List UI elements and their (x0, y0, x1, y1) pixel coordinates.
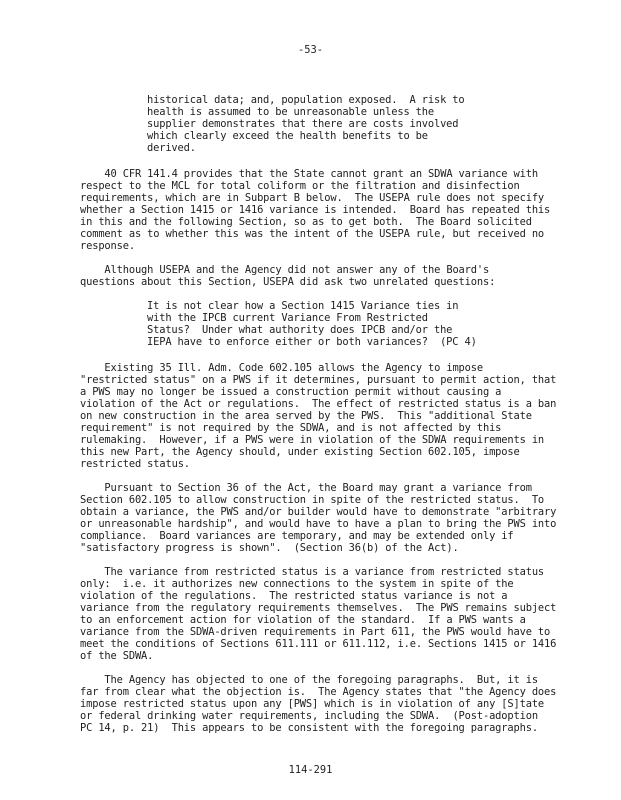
text-line: health is assumed to be unreasonable unless the (147, 106, 434, 118)
text-line: The variance from restricted status is a variance from restricted status (80, 566, 545, 578)
text-line: requirements, which are in Subpart B below. The USEPA rule does not specify (80, 192, 545, 204)
text-line: response. (80, 240, 135, 252)
text-line: impose restricted status upon any [PWS] which is in violation of any [S]tate (80, 698, 545, 710)
text-line: Pursuant to Section 36 of the Act, the Board may grant a variance from (80, 482, 532, 494)
text-line: IEPA have to enforce either or both variances? (PC 4) (147, 336, 477, 348)
text-line: violation of the regulations. The restricted status variance is not a (80, 590, 508, 602)
text-line: or federal drinking water requirements, including the SDWA. (Post-adoption (80, 710, 538, 722)
text-line: whether a Section 1415 or 1416 variance is intended. Board has repeated this (80, 204, 551, 216)
text-line: supplier demonstrates that there are costs involved (147, 118, 459, 130)
text-line: derived. (147, 142, 196, 154)
text-line: meet the conditions of Sections 611.111 or 611.112, i.e. Sections 1415 or 1416 (80, 638, 557, 650)
text-line: violation of the Act or regulations. The effect of restricted status is a ban (80, 398, 557, 410)
text-line: Although USEPA and the Agency did not answer any of the Board's (80, 264, 490, 276)
text-line: It is not clear how a Section 1415 Variance ties in (147, 300, 459, 312)
text-line: questions about this Section, USEPA did ask two unrelated questions: (80, 276, 496, 288)
text-line: variance from the regulatory requirements themselves. The PWS remains subject (80, 602, 557, 614)
text-line: this new Part, the Agency should, under existing Section 602.105, impose (80, 446, 520, 458)
text-line: or unreasonable hardship", and would have to have a plan to bring the PWS into (80, 518, 557, 530)
text-line: which clearly exceed the health benefits to be (147, 130, 428, 142)
text-line: restricted status. (80, 458, 190, 470)
text-line: variance from the SDWA-driven requirements in Part 611, the PWS would have to (80, 626, 551, 638)
text-line: historical data; and, population exposed. A risk to (147, 94, 465, 106)
text-line: compliance. Board variances are temporary, and may be extended only if (80, 530, 514, 542)
text-line: only: i.e. it authorizes new connections to the system in spite of the (80, 578, 514, 590)
document-number-footer: 114-291 (288, 764, 333, 776)
text-line: obtain a variance, the PWS and/or builder would have to demonstrate "arbitrary (80, 506, 557, 518)
text-line: Existing 35 Ill. Adm. Code 602.105 allows the Agency to impose (80, 362, 483, 374)
text-line: The Agency has objected to one of the foregoing paragraphs. But, it is (80, 674, 538, 686)
text-line: "satisfactory progress is shown". (Section 36(b) of the Act). (80, 542, 459, 554)
text-line: in this and the following Section, so as to get both. The Board solicited (80, 216, 532, 228)
text-line: far from clear what the objection is. The Agency states that "the Agency does (80, 686, 557, 698)
text-line: Section 602.105 to allow construction in spite of the restricted status. To (80, 494, 545, 506)
text-line: "restricted status" on a PWS if it determines, pursuant to permit action, that (80, 374, 557, 386)
page-number-header: -53- (297, 44, 324, 56)
text-line: with the IPCB current Variance From Restricted (147, 312, 428, 324)
text-line: of the SDWA. (80, 650, 154, 662)
text-line: to an enforcement action for violation of the standard. If a PWS wants a (80, 614, 526, 626)
text-line: Status? Under what authority does IPCB and/or the (147, 324, 453, 336)
text-line: on new construction in the area served by the PWS. This "additional State (80, 410, 532, 422)
text-line: comment as to whether this was the intent of the USEPA rule, but received no (80, 228, 545, 240)
text-line: respect to the MCL for total coliform or the filtration and disinfection (80, 180, 520, 192)
text-line: rulemaking. However, if a PWS were in violation of the SDWA requirements in (80, 434, 545, 446)
text-line: a PWS may no longer be issued a construction permit without causing a (80, 386, 502, 398)
text-line: 40 CFR 141.4 provides that the State cannot grant an SDWA variance with (80, 168, 538, 180)
text-line: PC 14, p. 21) This appears to be consistent with the foregoing paragraphs. (80, 722, 538, 734)
text-line: requirement" is not required by the SDWA, and is not affected by this (80, 422, 502, 434)
